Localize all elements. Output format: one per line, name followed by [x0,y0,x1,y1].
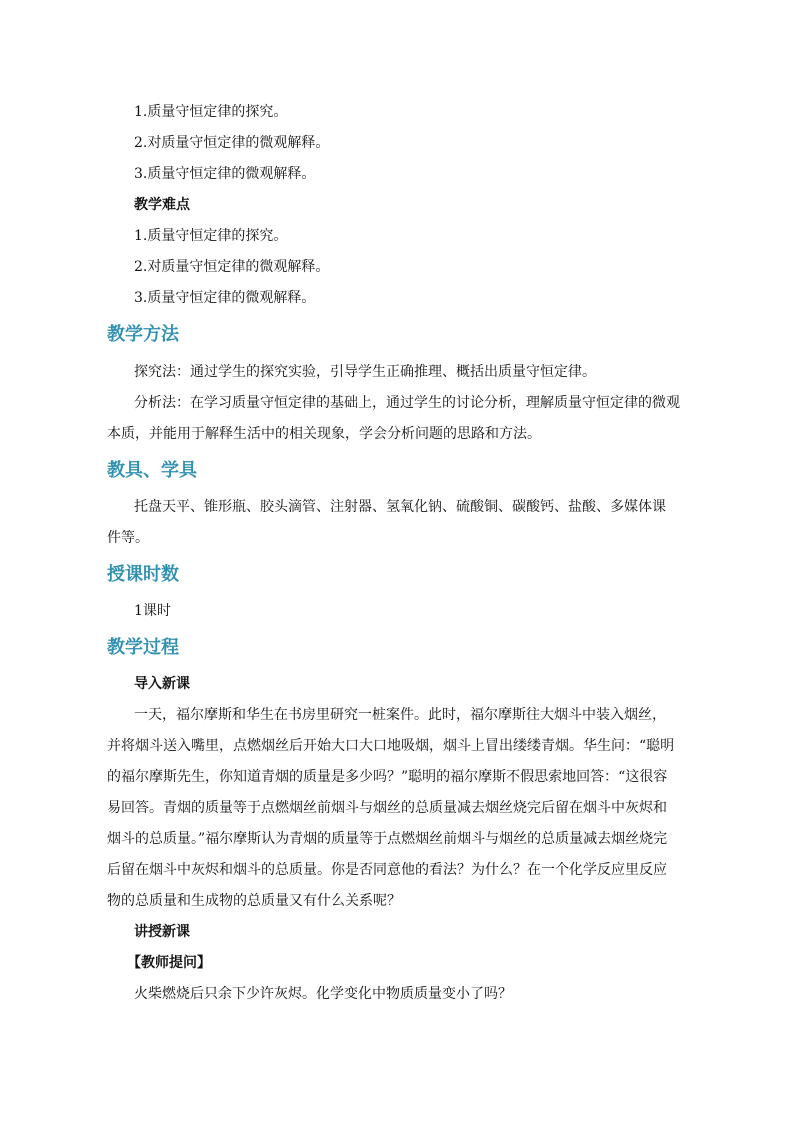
method-inquiry: 探究法：通过学生的探究实验，引导学生正确推理、概括出质量守恒定律。 [134,364,596,380]
intro-line-6: 后留在烟斗中灰烬和烟斗的总质量。你是否同意他的看法？为什么？在一个化学反应里反应 [107,862,667,878]
tools-heading: 教具、学具 [107,460,197,481]
key-point-3: 3.质量守恒定律的微观解释。 [134,166,316,182]
method-analysis-line1: 分析法：在学习质量守恒定律的基础上，通过学生的讨论分析，理解质量守恒定律的微观 [134,395,680,411]
key-point-2: 2.对质量守恒定律的微观解释。 [134,135,330,151]
difficulty-item-2: 2.对质量守恒定律的微观解释。 [134,259,330,275]
intro-line-7: 物的总质量和生成物的总质量又有什么关系呢？ [107,893,401,909]
tools-line1: 托盘天平、锥形瓶、胶头滴管、注射器、氢氧化钠、硫酸铜、碳酸钙、盐酸、多媒体课 [134,499,666,515]
teacher-question-label: 【教师提问】 [127,955,211,971]
difficulty-item-3: 3.质量守恒定律的微观解释。 [134,290,316,306]
question-text: 火柴燃烧后只余下少许灰烬。化学变化中物质质量变小了吗？ [134,986,512,1002]
intro-line-1: 一天，福尔摩斯和华生在书房里研究一桩案件。此时，福尔摩斯往大烟斗中装入烟丝， [134,707,666,723]
hours-text: 1课时 [134,603,171,619]
hours-heading: 授课时数 [107,564,179,585]
intro-line-4: 易回答。青烟的质量等于点燃烟丝前烟斗与烟丝的总质量减去烟丝烧完后留在烟斗中灰烬和 [107,800,667,816]
new-lesson-title: 讲授新课 [134,924,190,940]
key-point-1: 1.质量守恒定律的探究。 [134,104,288,120]
intro-line-3: 的福尔摩斯先生，你知道青烟的质量是多少吗？”聪明的福尔摩斯不假思索地回答：“这很容 [107,769,668,785]
process-heading: 教学过程 [107,637,179,658]
methods-heading: 教学方法 [107,324,179,345]
method-analysis-line2: 本质，并能用于解释生活中的相关现象，学会分析问题的思路和方法。 [107,426,541,442]
tools-line2: 件等。 [107,530,149,546]
intro-line-2: 并将烟斗送入嘴里，点燃烟丝后开始大口大口地吸烟，烟斗上冒出缕缕青烟。华生问：“聪明 [107,738,675,754]
difficulty-item-1: 1.质量守恒定律的探究。 [134,228,288,244]
intro-line-5: 烟斗的总质量。”福尔摩斯认为青烟的质量等于点燃烟丝前烟斗与烟丝的总质量减去烟丝烧完 [107,831,668,847]
intro-title: 导入新课 [134,676,190,692]
difficulty-title: 教学难点 [134,197,190,213]
